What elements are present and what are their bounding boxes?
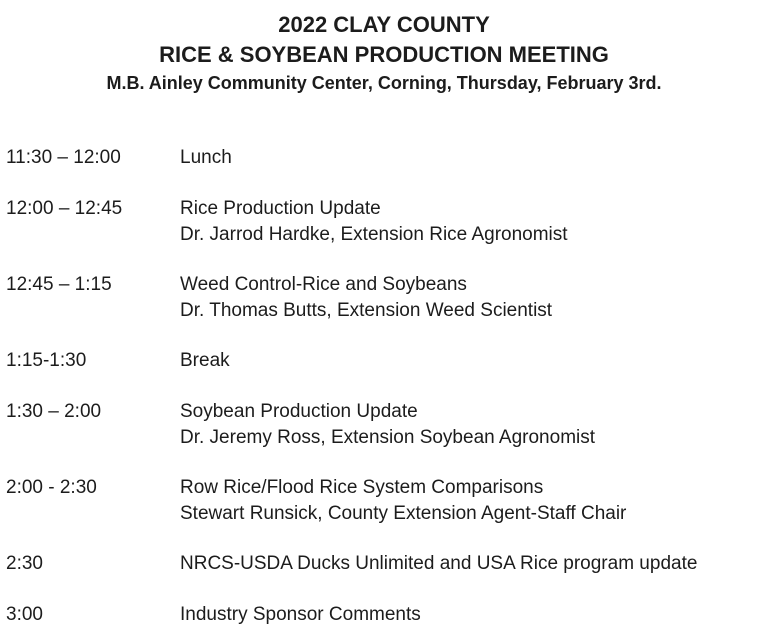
- agenda-time: 12:00 – 12:45: [6, 198, 123, 219]
- document-title: 2022 CLAY COUNTY: [278, 12, 490, 37]
- agenda-topic: Soybean Production Update: [180, 401, 418, 422]
- agenda-speaker: Dr. Thomas Butts, Extension Weed Scientist: [180, 300, 553, 321]
- agenda-time: 2:00 - 2:30: [6, 477, 97, 498]
- agenda-speaker: Stewart Runsick, County Extension Agent-Staff Chair: [180, 503, 627, 524]
- agenda-time: 3:00: [6, 604, 43, 625]
- document-subtitle: RICE & SOYBEAN PRODUCTION MEETING: [159, 42, 609, 67]
- agenda-time: 2:30: [6, 553, 43, 574]
- agenda-topic: NRCS-USDA Ducks Unlimited and USA Rice program update: [180, 553, 698, 574]
- agenda-topic: Industry Sponsor Comments: [180, 604, 421, 625]
- agenda-time: 11:30 – 12:00: [6, 147, 121, 168]
- document-header: [0, 10, 768, 96]
- agenda-time: 1:30 – 2:00: [6, 401, 102, 422]
- agenda-speaker: Dr. Jarrod Hardke, Extension Rice Agronomist: [180, 224, 568, 245]
- agenda-time: 12:45 – 1:15: [6, 274, 112, 295]
- agenda-topic: Rice Production Update: [180, 198, 381, 219]
- agenda-topic: Break: [180, 350, 230, 371]
- venue-date-line: M.B. Ainley Community Center, Corning, Thursday, February 3rd.: [106, 73, 662, 93]
- agenda-speaker: Dr. Jeremy Ross, Extension Soybean Agronomist: [180, 427, 596, 448]
- agenda-topic: Row Rice/Flood Rice System Comparisons: [180, 477, 544, 498]
- agenda-time: 1:15-1:30: [6, 350, 87, 371]
- agenda-topic: Lunch: [180, 147, 232, 168]
- agenda-topic: Weed Control-Rice and Soybeans: [180, 274, 467, 295]
